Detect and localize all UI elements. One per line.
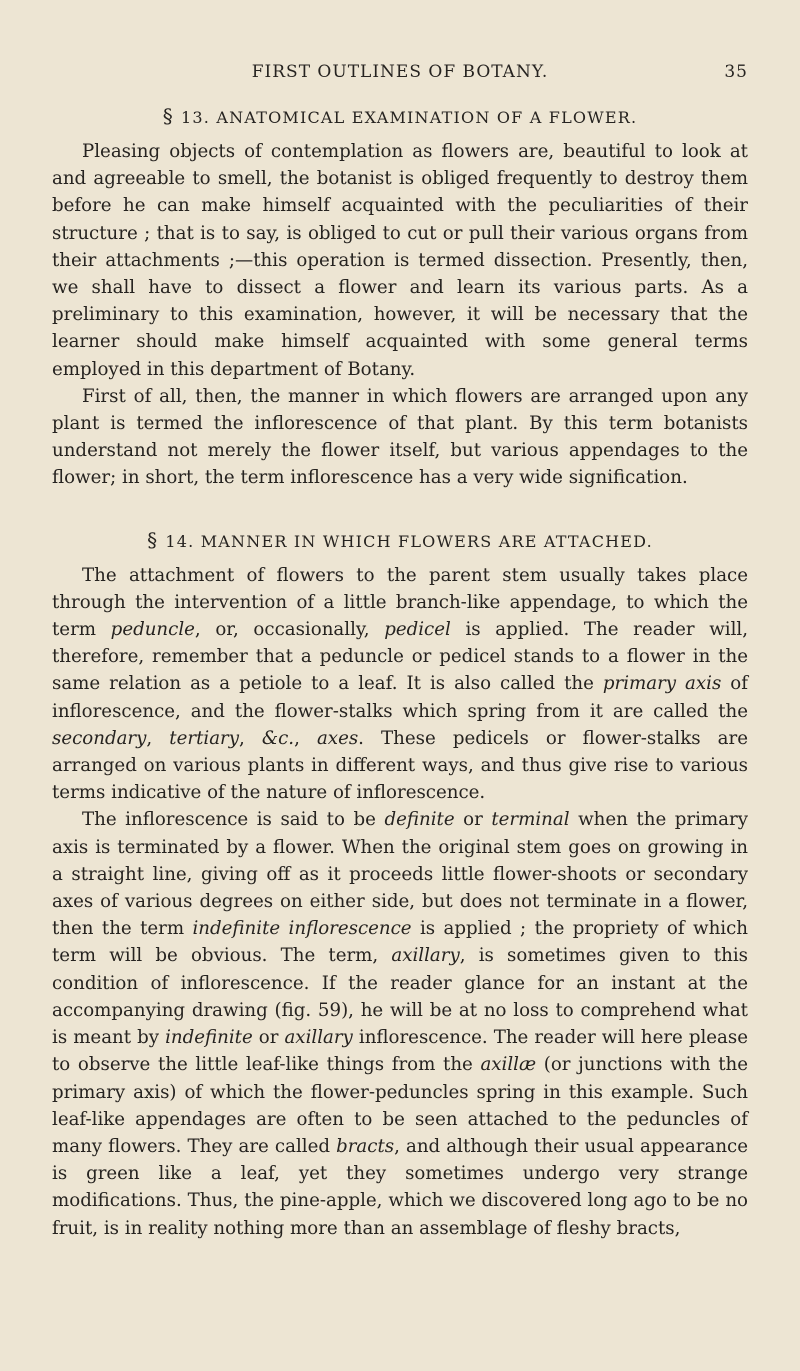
section-13-paragraph-1: Pleasing objects of contemplation as flowers are, beautiful to look at and agreeable to smell, the botanist is obliged frequently to destroy them before he can make himself acquainted with the peculiarities of their structure ; that is to say, is obliged to cut or pull their various organs from their attachments ;—this operation is termed dissection. Presently, then, we shall have to dissect a flower and learn its various parts. As a preliminary to this examination, however, it will be necessary that the learner should make himself acquainted with some general terms employed in this department of Botany. — [52, 141, 748, 380]
term-axillary-2: axillary — [284, 1027, 353, 1049]
running-head — [52, 62, 748, 86]
term-etc: &c. — [261, 727, 295, 749]
section-number: 14. — [165, 531, 195, 551]
term-axes: axes — [316, 727, 359, 749]
term-axillae: axillæ — [480, 1054, 537, 1076]
term-secondary: secondary — [52, 727, 147, 749]
term-primary-axis: primary axis — [602, 673, 722, 695]
section-number: 13. — [181, 108, 211, 127]
term-tertiary: tertiary — [169, 727, 240, 749]
section-symbol: § — [147, 527, 158, 552]
term-definite: definite — [384, 809, 455, 831]
section-14-paragraph-1: The attachment of flowers to the parent stem usually takes place through the intervention of a little branch-like appendage, to which the term peduncle, or, occasionally, pedicel is applied. The reader will, therefore, remember that a peduncle or pedicel stands to a flower in the same relation as a petiole to a leaf. It is also called the primary axis of inflorescence, and the flower-stalks which spring from it are called the secondary, tertiary, &c., axes. These pedicels or flower-stalks are arranged on various plants in different ways, and thus give rise to various terms indicative of the nature of inflorescence. — [52, 564, 748, 804]
term-indefinite: indefinite — [165, 1027, 253, 1049]
term-pedicel: pedicel — [384, 619, 451, 641]
term-axillary: axillary — [391, 945, 460, 967]
term-terminal: terminal — [491, 809, 570, 831]
section-13-paragraph-2: First of all, then, the manner in which flowers are arranged upon any plant is termed the inflorescence of that plant. By this term botanists understand not merely the flower itself, but various appendages to the flower; in short, the term inflorescence has a very wide signification. — [52, 385, 748, 489]
section-13-heading — [52, 104, 748, 128]
term-peduncle: peduncle — [110, 619, 195, 641]
section-14-paragraph-2: The inflorescence is said to be definite or terminal when the primary axis is terminated by a flower. When the original stem goes on growing in a straight line, giving off as it proceeds little flower-shoots or secondary axes of various degrees on either side, but does not terminate in a flower, then the term indefinite inflorescence is applied ; the propriety of which term will be obvious. The term, axillary, is sometimes given to this condition of inflorescence. If the reader glance for an instant at the accompanying drawing (fig. 59), he will be at no loss to comprehend what is meant by indefinite or axillary inflorescence. The reader will here please to observe the little leaf-like things from the axillæ (or junctions with the primary axis) of which the flower-peduncles spring in this example. Such leaf-like appendages are often to be seen attached to the peduncles of many flowers. They are called bracts, and although their usual appearance is green like a leaf, yet they sometimes undergo very strange modifications. Thus, the pine-apple, which we discovered long ago to be no fruit, is in reality nothing more than an assemblage of fleshy bracts, — [52, 809, 748, 1239]
section-title: MANNER IN WHICH FLOWERS ARE ATTACHED. — [200, 531, 653, 551]
running-head-title: FIRST OUTLINES OF BOTANY. — [251, 62, 549, 82]
page-number: 35 — [724, 62, 748, 82]
section-title: ANATOMICAL EXAMINATION OF A FLOWER. — [216, 108, 638, 127]
section-14-heading — [52, 528, 748, 552]
term-indefinite-inflorescence: indefinite inflorescence — [192, 918, 412, 940]
term-bracts: bracts — [336, 1135, 395, 1157]
section-symbol: § — [162, 104, 173, 128]
